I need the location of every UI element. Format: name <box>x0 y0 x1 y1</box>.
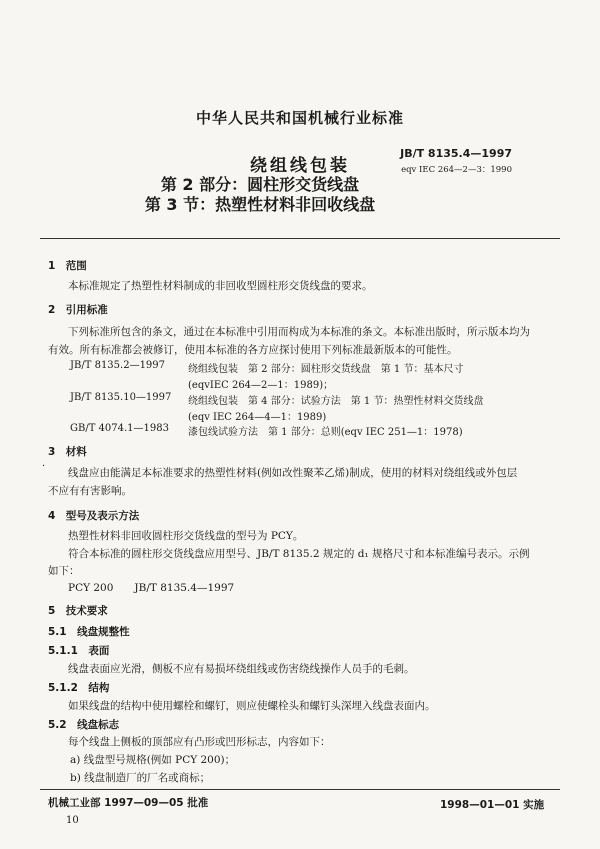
standard-code: JB/T 8135.4—1997 <box>400 147 512 160</box>
equivalent-standard: eqv IEC 264—2—3：1990 <box>401 165 512 175</box>
section-5-1-1-text: 线盘表面应光滑，侧板不应有易损坏绕组线或伤害绕线操作人员手的毛刺。 <box>68 663 415 675</box>
reference-description: 漆包线试验方法 第 1 部分：总则(eqv IEC 251—1：1978) <box>188 427 463 438</box>
organization-title: 中华人民共和国机械行业标准 <box>195 109 404 127</box>
reference-description-cont: (eqvIEC 264—2—1：1989)； <box>188 380 334 391</box>
reference-description: 绕组线包装 第 4 部分：试验方法 第 1 节：热塑性材料交货线盘 <box>188 396 484 407</box>
section-4-text-2-line-1: 符合本标准的圆柱形交货线盘应用型号、JB/T 8135.2 规定的 d₁ 规格尺寸和本标准编号表示。示例 <box>68 548 530 560</box>
list-item-a: a) 线盘型号规格(例如 PCY 200)； <box>70 754 236 766</box>
header-divider <box>40 238 560 239</box>
footer-divider <box>40 789 560 790</box>
section-4-text-2-line-2: 如下： <box>48 565 80 577</box>
section-4-example: PCY 200 JB/T 8135.4—1997 <box>68 582 235 594</box>
page-number: 10 <box>66 815 79 826</box>
section-5-1-1-heading: 5.1.1 表面 <box>48 645 110 657</box>
margin-mark: · <box>42 461 46 472</box>
approval-date: 机械工业部 1997—09—05 批准 <box>48 797 209 809</box>
reference-description: 绕组线包装 第 2 部分：圆柱形交货线盘 第 1 节：基本尺寸 <box>188 364 464 375</box>
reference-number: JB/T 8135.10—1997 <box>70 392 172 403</box>
reference-description-cont: (eqv IEC 264—4—1：1989) <box>188 412 327 423</box>
section-5-1-2-heading: 5.1.2 结构 <box>48 682 110 694</box>
section-1-text: 本标准规定了热塑性材料制成的非回收型圆柱形交货线盘的要求。 <box>68 280 373 292</box>
section-2-text-line-1: 下列标准所包含的条文，通过在本标准中引用而构成为本标准的条文。本标准出版时，所示版本均为 <box>68 326 530 338</box>
section-3-text-line-2: 不应有有害影响。 <box>48 485 132 497</box>
implementation-date: 1998—01—01 实施 <box>440 799 545 811</box>
section-2-heading: 2 引用标准 <box>48 304 108 316</box>
section-1-heading: 1 范围 <box>48 260 87 272</box>
title-line-3: 第 3 节：热塑性材料非回收线盘 <box>144 195 376 214</box>
title-line-1: 绕组线包装 <box>250 156 350 176</box>
section-5-heading: 5 技术要求 <box>48 605 108 617</box>
title-line-2: 第 2 部分：圆柱形交货线盘 <box>160 175 360 194</box>
section-4-text-1: 热塑性材料非回收圆柱形交货线盘的型号为 PCY。 <box>68 530 304 542</box>
section-5-2-heading: 5.2 线盘标志 <box>48 719 120 731</box>
section-5-1-2-text: 如果线盘的结构中使用螺栓和螺钉，则应使螺栓头和螺钉头深埋入线盘表面内。 <box>68 700 436 712</box>
section-3-text-line-1: 线盘应由能满足本标准要求的热塑性材料(例如改性聚苯乙烯)制成，使用的材料对绕组线或外包层 <box>68 467 518 479</box>
section-2-text-line-2: 有效。所有标准都会被修订，使用本标准的各方应探讨使用下列标准最新版本的可能性。 <box>48 344 458 356</box>
reference-number: JB/T 8135.2—1997 <box>70 360 166 371</box>
list-item-b: b) 线盘制造厂的厂名或商标； <box>70 772 211 784</box>
reference-number: GB/T 4074.1—1983 <box>70 423 169 434</box>
section-4-heading: 4 型号及表示方法 <box>48 510 140 522</box>
section-5-1-heading: 5.1 线盘规整性 <box>48 626 130 638</box>
section-5-2-text: 每个线盘上侧板的顶部应有凸形或凹形标志，内容如下： <box>68 736 331 748</box>
section-3-heading: 3 材料 <box>48 446 87 458</box>
